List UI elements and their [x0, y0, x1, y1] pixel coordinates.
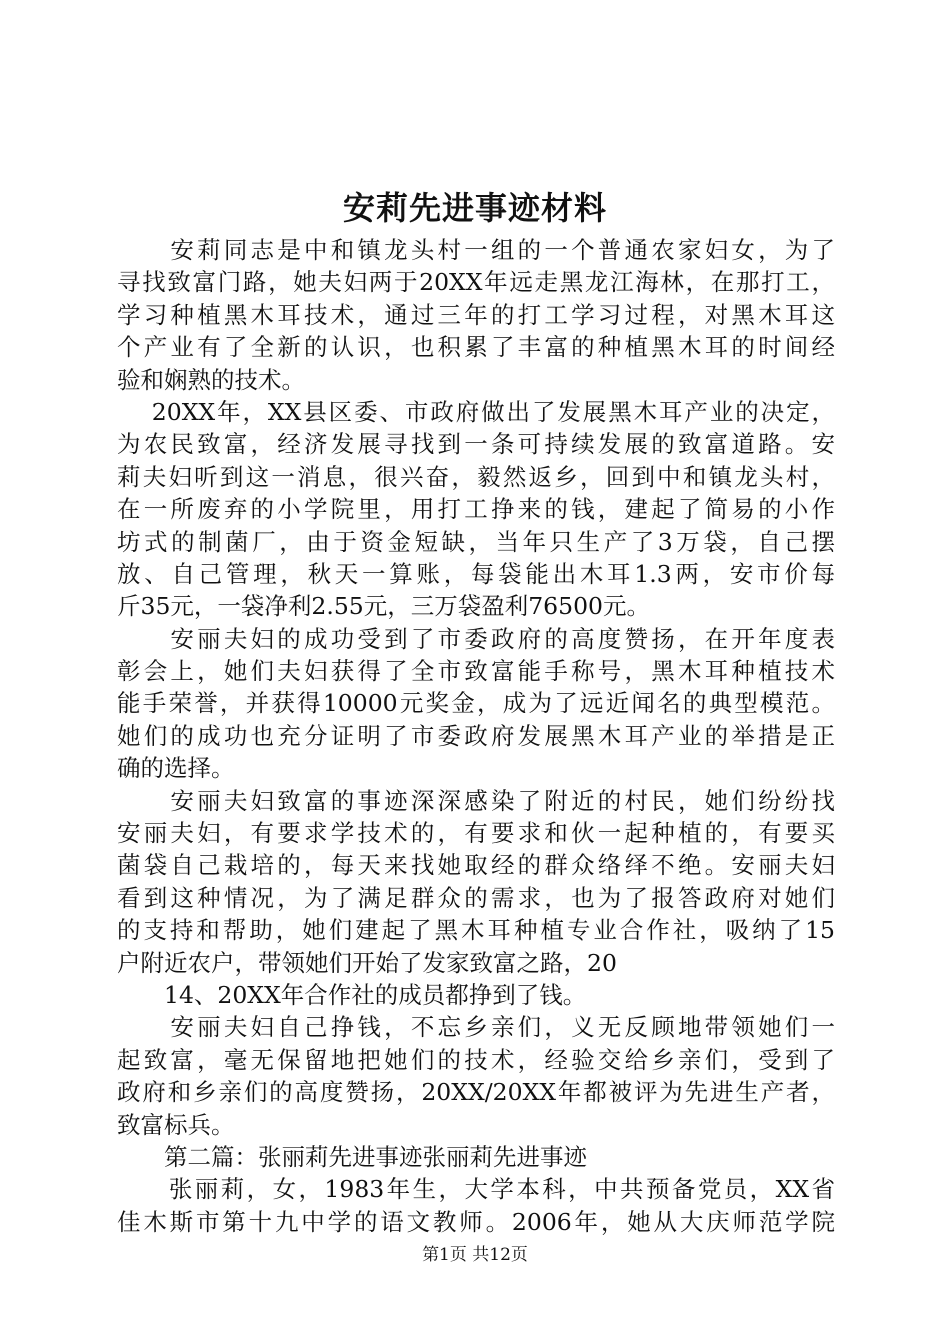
text-line: 佳木斯市第十九中学的语文教师。2006年，她从大庆师范学院 — [117, 1207, 835, 1236]
page-footer: 第1页 共12页 — [422, 1245, 528, 1265]
text-line: 寻找致富门路，她夫妇两于20XX年远走黑龙江海林，在那打工， — [117, 268, 835, 297]
text-line: 安丽夫妇，有要求学技术的，有要求和伙一起种植的，有要买 — [117, 819, 835, 848]
text-line: 验和娴熟的技术。 — [117, 365, 305, 394]
text-line: 的支持和帮助，她们建起了黑木耳种植专业合作社，吸纳了15 — [117, 916, 835, 945]
text-line: 菌袋自己栽培的，每天来找她取经的群众络绎不绝。安丽夫妇 — [117, 851, 835, 880]
text-line: 坊式的制菌厂，由于资金短缺，当年只生产了3万袋，自己摆 — [117, 527, 835, 556]
text-line: 安莉同志是中和镇龙头村一组的一个普通农家妇女，为了 — [117, 236, 835, 264]
text-line: 14、20XX年合作社的成员都挣到了钱。 — [117, 980, 587, 1009]
text-line: 为农民致富，经济发展寻找到一条可持续发展的致富道路。安 — [117, 430, 835, 459]
text-line: 在一所废弃的小学院里，用打工挣来的钱，建起了简易的小作 — [117, 495, 835, 524]
text-line: 20XX年，XX县区委、市政府做出了发展黑木耳产业的决定， — [117, 397, 835, 426]
text-line: 能手荣誉，并获得10000元奖金，成为了远近闻名的典型模范。 — [117, 689, 835, 718]
text-line: 放、自己管理，秋天一算账，每袋能出木耳1.3两，安市价每 — [117, 559, 835, 588]
text-line: 安丽夫妇的成功受到了市委政府的高度赞扬，在开年度表 — [117, 624, 835, 653]
text-line: 彰会上，她们夫妇获得了全市致富能手称号，黑木耳种植技术 — [117, 657, 835, 686]
text-line: 确的选择。 — [117, 754, 235, 783]
text-line: 户附近农户，带领她们开始了发家致富之路，20 — [117, 948, 617, 977]
text-line: 安丽夫妇自己挣钱，不忘乡亲们，义无反顾地带领她们一 — [117, 1013, 835, 1042]
text-line: 她们的成功也充分证明了市委政府发展黑木耳产业的举措是正 — [117, 721, 835, 750]
text-line: 个产业有了全新的认识，也积累了丰富的种植黑木耳的时间经 — [117, 333, 835, 362]
text-line: 看到这种情况，为了满足群众的需求，也为了报答政府对她们 — [117, 883, 835, 912]
document-body — [117, 234, 835, 1238]
text-line: 致富标兵。 — [117, 1110, 235, 1139]
text-line: 张丽莉，女，1983年生，大学本科，中共预备党员，XX省 — [117, 1175, 835, 1204]
text-line: 政府和乡亲们的高度赞扬，20XX/20XX年都被评为先进生产者， — [117, 1078, 835, 1107]
text-line: 莉夫妇听到这一消息，很兴奋，毅然返乡，回到中和镇龙头村， — [117, 462, 835, 491]
text-line: 斤35元，一袋净利2.55元，三万袋盈利76500元。 — [117, 592, 650, 621]
text-line: 学习种植黑木耳技术，通过三年的打工学习过程，对黑木耳这 — [117, 300, 835, 329]
document-title: 安莉先进事迹材料 — [342, 189, 607, 227]
text-line: 第二篇：张丽莉先进事迹张丽莉先进事迹 — [117, 1142, 587, 1171]
text-line: 起致富，毫无保留地把她们的技术，经验交给乡亲们，受到了 — [117, 1045, 835, 1074]
text-line: 安丽夫妇致富的事迹深深感染了附近的村民，她们纷纷找 — [117, 786, 835, 815]
